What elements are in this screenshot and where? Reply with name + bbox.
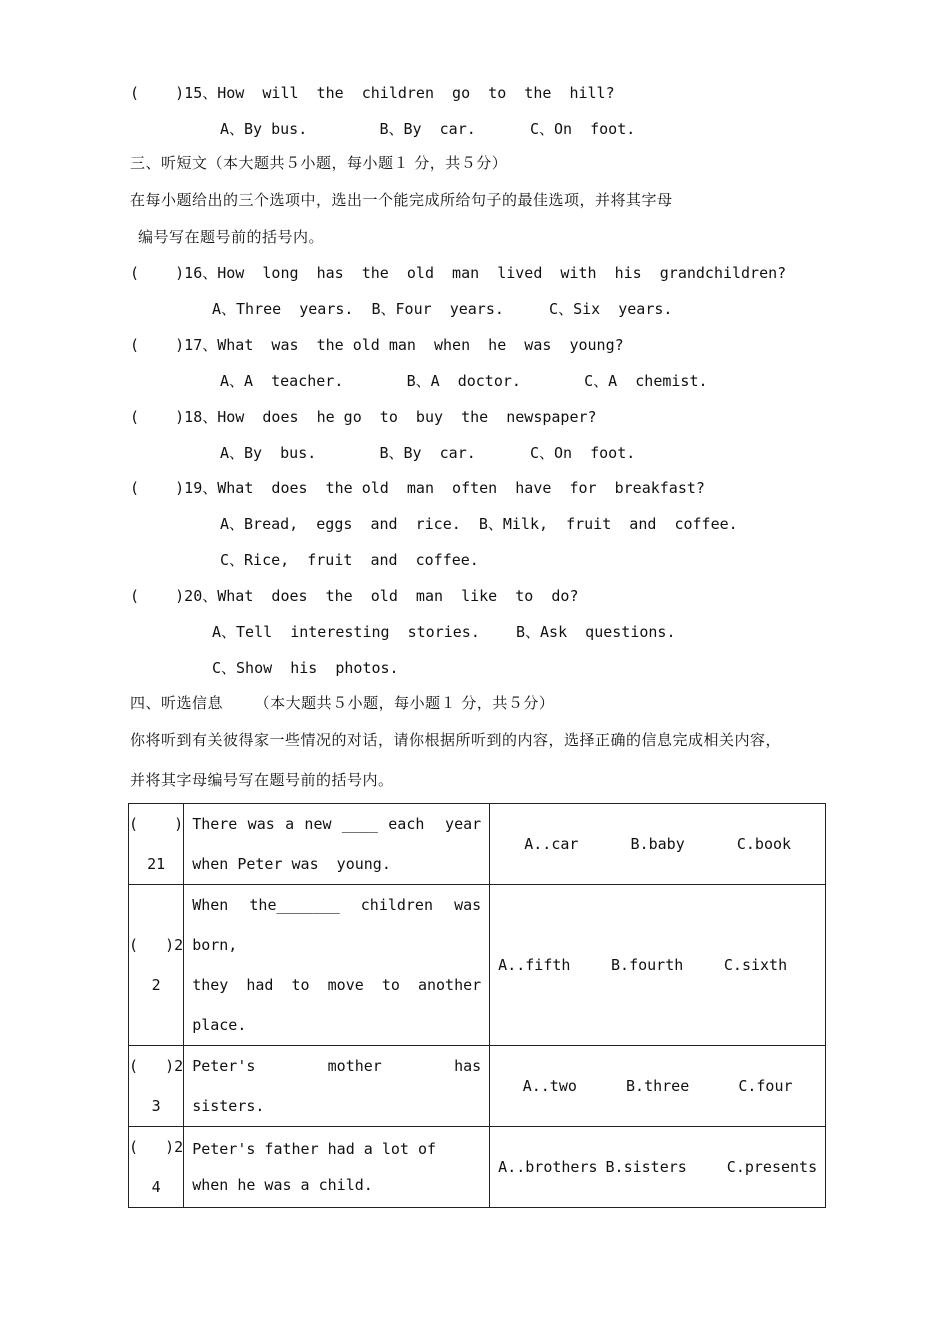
question-number: 3 bbox=[151, 1097, 161, 1115]
answer-blank-21[interactable] bbox=[129, 804, 184, 885]
table-row bbox=[129, 804, 826, 885]
sentence-cell bbox=[184, 885, 490, 1046]
question-19-options-2: C、Rice, fruit and coffee. bbox=[220, 551, 479, 569]
answer-blank-24[interactable] bbox=[129, 1127, 184, 1208]
question-18: ( )18、How does he go to buy the newspaper? bbox=[130, 408, 597, 426]
question-number: 2 bbox=[151, 976, 161, 994]
question-17-options: A、A teacher. B、A doctor. C、A chemist. bbox=[220, 372, 708, 390]
option-a: A..fifth bbox=[498, 956, 571, 974]
info-table bbox=[128, 803, 826, 1208]
options-cell bbox=[490, 1127, 826, 1208]
question-15: ( )15、How will the children go to the hill? bbox=[130, 84, 615, 102]
sentence-text: Peter's mother has bbox=[192, 1057, 482, 1075]
options-cell bbox=[490, 804, 826, 885]
sentence-text: when he was a child. bbox=[192, 1176, 373, 1194]
sentence-text: they had to move to another bbox=[192, 976, 482, 994]
sentence-text: Peter's father had a lot of bbox=[192, 1140, 437, 1158]
options-cell bbox=[490, 1046, 826, 1127]
question-16-options: A、Three years. B、Four years. C、Six years. bbox=[212, 300, 673, 318]
answer-blank-22[interactable] bbox=[129, 885, 184, 1046]
option-b: B.baby bbox=[630, 835, 685, 853]
answer-bracket: ( )2 bbox=[129, 1138, 184, 1156]
sentence-text: place. bbox=[192, 1016, 247, 1034]
section-4-instruction: 你将听到有关彼得家一些情况的对话，请你根据所听到的内容，选择正确的信息完成相关内容， bbox=[130, 731, 782, 749]
question-20-options-1: A、Tell interesting stories. B、Ask questions. bbox=[212, 623, 676, 641]
answer-blank-23[interactable] bbox=[129, 1046, 184, 1127]
question-20: ( )20、What does the old man like to do? bbox=[130, 587, 579, 605]
section-3-instruction-cont: 编号写在题号前的括号内。 bbox=[138, 228, 325, 246]
option-b: B.three bbox=[626, 1077, 690, 1095]
question-number: 21 bbox=[147, 855, 166, 873]
option-a: A..brothers bbox=[498, 1158, 598, 1176]
option-c: C.four bbox=[738, 1077, 793, 1095]
option-a: A..car bbox=[524, 835, 579, 853]
table-row bbox=[129, 1046, 826, 1127]
question-18-options: A、By bus. B、By car. C、On foot. bbox=[220, 444, 636, 462]
answer-bracket: ( ) bbox=[129, 815, 184, 833]
question-17: ( )17、What was the old man when he was young? bbox=[130, 336, 624, 354]
table-row bbox=[129, 885, 826, 1046]
option-a: A..two bbox=[522, 1077, 577, 1095]
answer-bracket: ( )2 bbox=[129, 1057, 184, 1075]
table-row bbox=[129, 1127, 826, 1208]
section-4-instruction-cont: 并将其字母编号写在题号前的括号内。 bbox=[130, 771, 394, 789]
option-c: C.presents bbox=[726, 1158, 818, 1176]
answer-bracket: ( )2 bbox=[129, 936, 184, 954]
option-c: C.sixth bbox=[723, 956, 788, 974]
sentence-text: sisters. bbox=[192, 1097, 265, 1115]
section-3-instruction: 在每小题给出的三个选项中，选出一个能完成所给句子的最佳选项，并将其字母 bbox=[130, 191, 673, 209]
question-number: 4 bbox=[151, 1178, 161, 1196]
sentence-text: When the_______ children was bbox=[192, 896, 482, 914]
question-19-options-1: A、Bread, eggs and rice. B、Milk, fruit and coffee. bbox=[220, 515, 738, 533]
options-cell bbox=[490, 885, 826, 1046]
section-4-heading: 四、听选信息 （本大题共５小题，每小题１ 分，共５分） bbox=[130, 694, 555, 712]
option-b: B.fourth bbox=[611, 956, 684, 974]
sentence-cell bbox=[184, 1127, 490, 1208]
sentence-cell bbox=[184, 804, 490, 885]
question-16: ( )16、How long has the old man lived with his grandchildren? bbox=[130, 264, 787, 282]
sentence-text: There was a new ____ each year bbox=[192, 815, 482, 833]
option-c: C.book bbox=[736, 835, 792, 853]
option-b: B.sisters bbox=[605, 1158, 687, 1176]
sentence-cell bbox=[184, 1046, 490, 1127]
question-15-options: A、By bus. B、By car. C、On foot. bbox=[220, 120, 636, 138]
sentence-text: born, bbox=[192, 936, 238, 954]
question-19: ( )19、What does the old man often have for breakfast? bbox=[130, 479, 705, 497]
question-20-options-2: C、Show his photos. bbox=[212, 659, 399, 677]
section-3-heading: 三、听短文（本大题共５小题，每小题１ 分，共５分） bbox=[130, 154, 508, 172]
sentence-text: when Peter was young. bbox=[192, 855, 391, 873]
